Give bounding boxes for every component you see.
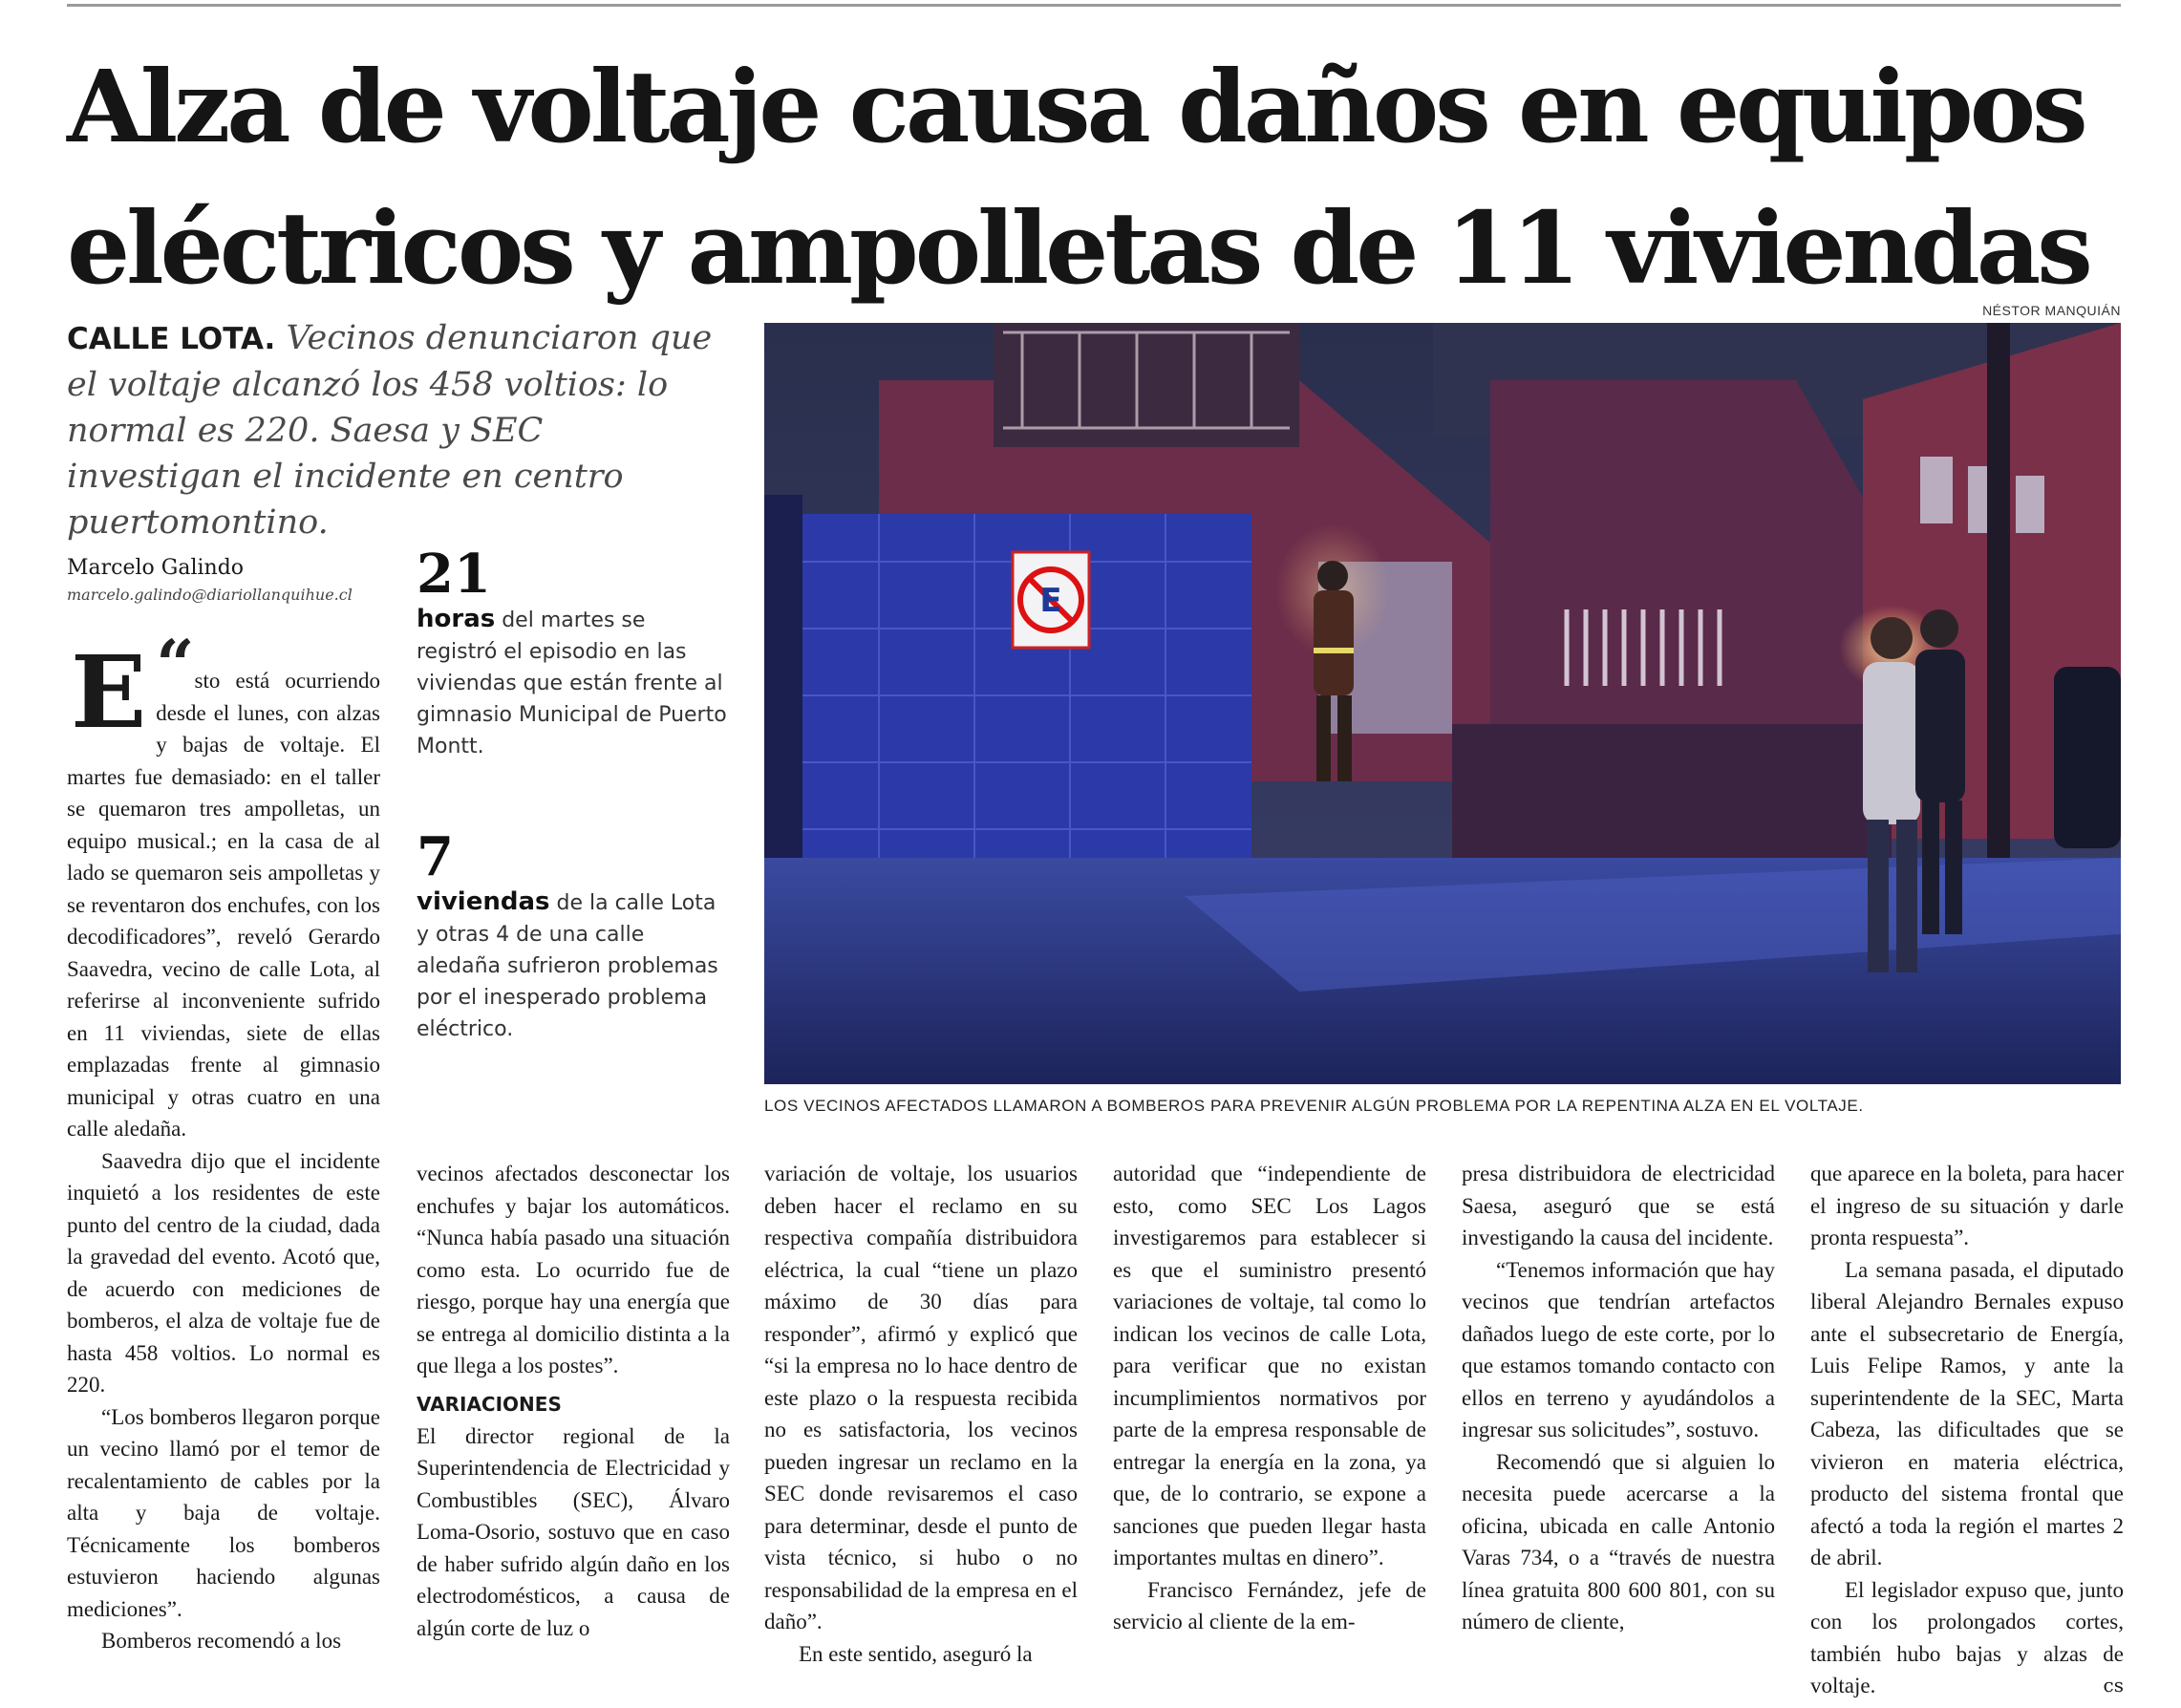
- section-subhead: VARIACIONES: [417, 1392, 562, 1416]
- body-paragraph: “Tenemos información que hay vecinos que tendrían artefactos dañados luego de este corte, por lo que estamos tomando contacto con ellos en terreno y ayudándolos a ingresar sus solicitudes”, sostuvo.: [1462, 1257, 1775, 1441]
- body-column-4: [1113, 1158, 1426, 1638]
- body-paragraph: que aparece en la boleta, para hacer el ingreso de su situación y darle pronta respuesta”.: [1810, 1162, 2124, 1249]
- photo-credit: NÉSTOR MANQUIÁN: [1982, 303, 2121, 318]
- body-paragraph: [67, 625, 380, 1145]
- body-paragraph: Saavedra dijo que el incidente inquietó a los residentes de este punto del centro de la ciudad, dada la gravedad del evento. Acotó que, de acuerdo con mediciones de bomberos, el alza de voltaje fue de hasta 458 voltios. Lo normal es 220.: [67, 1148, 380, 1397]
- body-paragraph: En este sentido, aseguró la: [799, 1641, 1033, 1666]
- stat-number: 21: [417, 543, 491, 606]
- stat-description: de la calle Lota y otras 4 de una calle aledaña sufrieron problemas por el inesperado problema eléctrico.: [417, 891, 718, 1041]
- body-paragraph: “Los bomberos llegaron porque un vecino llamó por el temor de recalentamiento de cables por la alta y baja de voltaje. Técnicamente los bomberos estuvieron haciendo algunas mediciones”.: [67, 1404, 380, 1621]
- news-photo: [764, 323, 2121, 1084]
- body-paragraph: vecinos afectados desconectar los enchufes y bajar los automáticos. “Nunca había pasado una situación como esta. Lo ocurrido fue de riesgo, porque hay una energía que se entrega al domicilio distinta a la que llega a los postes”.: [417, 1162, 730, 1377]
- body-column-6: [1810, 1158, 2124, 1702]
- body-paragraph: Francisco Fernández, jefe de servicio al cliente de la em-: [1113, 1577, 1426, 1633]
- byline: [67, 554, 353, 608]
- author-name: Marcelo Galindo: [67, 556, 245, 580]
- stat-number: 7: [417, 825, 454, 888]
- stat-text: [417, 604, 732, 762]
- body-paragraph: autoridad que “independiente de esto, como SEC Los Lagos investigaremos para establecer si es que el suministro presentó variaciones de voltaje, tal como lo indican los vecinos de calle Lota, para verificar que no existan incumplimientos normativos por parte de la empresa responsable de entregar la energía en la zona, ya que, de lo contrario, se expone a sanciones que pueden llegar hasta importantes multas en dinero”.: [1113, 1162, 1426, 1569]
- lead-kicker: CALLE LOTA.: [67, 322, 276, 356]
- stat-keyword: viviendas: [417, 887, 550, 916]
- stat-text: [417, 886, 732, 1045]
- body-column-2: [417, 1158, 730, 1644]
- headline: Alza de voltaje causa daños en equipos eléctricos y ampolletas de 11 viviendas: [67, 48, 2089, 307]
- paragraph-text: sto está ocurriendo desde el lunes, con alzas y bajas de voltaje. El martes fue demasiado: en el taller se quemaron tres ampolletas, un equipo musical.; en la casa de al lado se quemaron seis ampolletas y se reventaron dos enchufes, con los decodificadores”, reveló Gerardo Saavedra, vecino de calle Lota, al referirse al inconveniente sufrido en 11 viviendas, siete de ellas emplazadas frente al gimnasio municipal y otras cuatro en una calle aledaña.: [67, 669, 380, 1141]
- night-street-scene: [764, 323, 2121, 1084]
- body-column-3: [764, 1158, 1078, 1670]
- paragraph-text: El legislador expuso que, junto con los prolongados cortes, también hubo bajas y alzas de voltaje.: [1810, 1577, 2124, 1697]
- stat-box-hours: [417, 544, 732, 762]
- lead: [67, 315, 726, 545]
- dropcap: E: [71, 633, 147, 751]
- quote-open-mark: “: [156, 625, 195, 704]
- stat-description: del martes se registró el episodio en las viviendas que están frente al gimnasio Municipal de Puerto Montt.: [417, 608, 727, 758]
- stat-keyword: horas: [417, 605, 496, 633]
- no-parking-sign-letter: E: [1039, 582, 1062, 620]
- body-paragraph: variación de voltaje, los usuarios deben hacer el reclamo en su respectiva compañía distribuidora eléctrica, la cual “tiene un plazo máximo de 30 días para responder”, afirmó y explicó que “si la empresa no lo hace dentro de este plazo o la respuesta recibida no es satisfactoria, los vecinos pueden ingresar un reclamo en la SEC donde revisaremos el caso para determinar, desde el punto de vista técnico, si hubo o no responsabilidad de la empresa en el daño”.: [764, 1162, 1078, 1633]
- body-paragraph: Bomberos recomendó a los: [101, 1629, 342, 1653]
- author-email[interactable]: marcelo.galindo@diariollanquihue.cl: [67, 586, 353, 604]
- body-paragraph: La semana pasada, el diputado liberal Alejandro Bernales expuso ante el subsecretario de Energía, Luis Felipe Ramos, y ante la superintendente de la SEC, Marta Cabeza, las dificultades que se vivieron en materia eléctrica, producto del sistema frontal que afectó a toda la región el martes 2 de abril.: [1810, 1257, 2124, 1569]
- end-of-article-mark: cs: [2103, 1674, 2124, 1697]
- photo-caption: LOS VECINOS AFECTADOS LLAMARON A BOMBEROS PARA PREVENIR ALGÚN PROBLEMA POR LA REPENTINA ALZA EN EL VOLTAJE.: [764, 1097, 1864, 1115]
- body-paragraph: [1810, 1574, 2124, 1702]
- body-paragraph: Recomendó que si alguien lo necesita puede acercarse a la oficina, ubicada en calle Antonio Varas 734, o a “través de nuestra línea gratuita 800 600 801, con su número de cliente,: [1462, 1449, 1775, 1633]
- top-rule: [67, 4, 2121, 7]
- body-column-1: [67, 625, 380, 1657]
- body-column-5: [1462, 1158, 1775, 1638]
- body-paragraph: presa distribuidora de electricidad Saesa, aseguró que se está investigando la causa del incidente.: [1462, 1162, 1775, 1249]
- lead-text: Vecinos denunciaron que el voltaje alcanzó los 458 voltios: lo normal es 220. Saesa y SEC investigan el incidente en centro puertomontino.: [67, 319, 713, 542]
- body-paragraph: El director regional de la Superintendencia de Electricidad y Combustibles (SEC), Álvaro Loma-Osorio, sostuvo que en caso de haber sufrido algún daño en los electrodomésticos, a causa de algún corte de luz o: [417, 1423, 730, 1640]
- stat-box-homes: [417, 827, 732, 1045]
